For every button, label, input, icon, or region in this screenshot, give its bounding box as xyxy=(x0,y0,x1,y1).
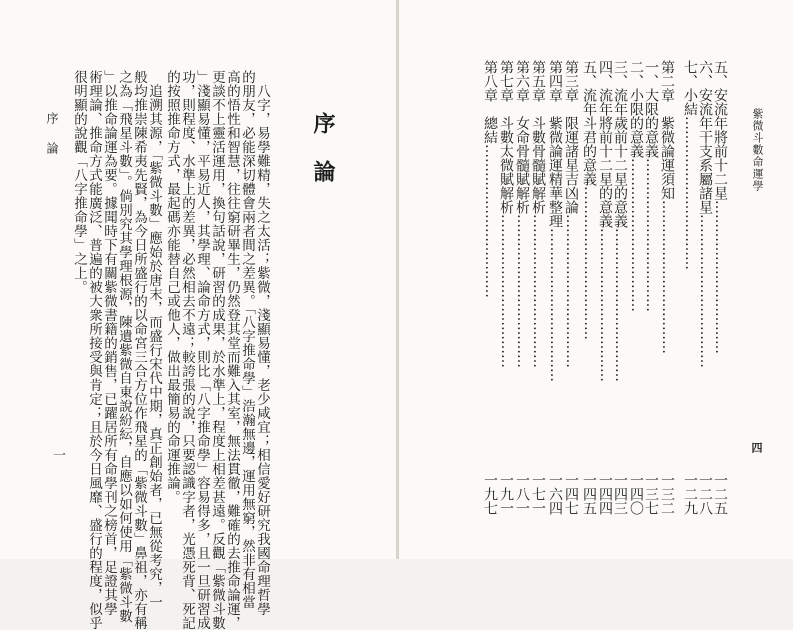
toc-leader-dots: …………………………… xyxy=(514,214,530,368)
toc-entry-title: 六、安流年干支系屬諸星 xyxy=(697,60,713,214)
toc-entry-page: 一四〇 xyxy=(628,473,644,515)
toc-leader-dots: …………………………… xyxy=(581,186,597,340)
toc-entry-page: 一二九 xyxy=(682,473,698,515)
preface-line: 之為「飛星斗數」。倘別究其學理根源，陳遺紫微自東說紛紜，自應以如何使用「紫微斗數 xyxy=(116,70,132,624)
toc-leader-dots: …………………………… xyxy=(482,144,498,298)
toc-entry-page: 一四四 xyxy=(597,473,613,515)
toc-entry-title: 第六章 女命骨髓賦解析 xyxy=(514,60,530,214)
book-gutter xyxy=(396,0,399,559)
toc-entry-title: 第三章 限運諸星吉凶論 xyxy=(563,60,579,214)
toc-leader-dots: …………………………… xyxy=(628,158,644,312)
toc-leader-dots: …………………………… xyxy=(682,116,698,270)
toc-entry-page: 一四三 xyxy=(612,473,628,515)
toc-entry-title: 第五章 斗數骨髓賦解析 xyxy=(530,60,546,214)
toc-entry-page: 一九七 xyxy=(482,473,498,515)
toc-entry xyxy=(514,60,529,515)
toc-leader-dots: …………………………… xyxy=(612,228,628,382)
toc-entry xyxy=(597,60,612,515)
preface-line: 」以推命論運為要。據聞時下有關紫微書籍的銷售，已躍居所有命學刊之榜首，足證其學 xyxy=(101,70,117,616)
toc-entry-title: 二、小限的意義 xyxy=(628,60,644,158)
toc-leader-dots: …………………………… xyxy=(530,214,546,368)
preface-line: 般均推崇陳希夷先賢，為今日所盛行的以命宮三合方位作飛星的「紫微斗數」鼻祖，亦有稱 xyxy=(131,70,147,630)
toc-entry xyxy=(482,60,497,515)
toc-entry xyxy=(643,60,658,515)
toc-entry-title: 五、流年斗君的意義 xyxy=(581,60,597,186)
toc-entry-title: 七、小結 xyxy=(682,60,698,116)
toc-entry xyxy=(581,60,596,515)
left-folio: 序論 xyxy=(45,112,59,172)
preface-line: 更談不上靈活運用，換句話說，研習的成果，於水準上，程度上相差甚遠。反觀「紫微斗數 xyxy=(209,70,225,630)
right-page-number: 四 xyxy=(750,442,763,453)
preface-line: 術理論、推命方式能廣泛、普遍的被大衆所接受與肯定；且於今日風靡、盛行的程度，似乎 xyxy=(86,70,102,630)
toc-entry xyxy=(697,60,712,515)
toc-leader-dots: …………………………… xyxy=(597,228,613,382)
toc-entry xyxy=(530,60,545,515)
toc-entry-title: 第四章 紫微論運精華整理 xyxy=(547,60,563,228)
preface-title: 序論 xyxy=(310,112,336,208)
toc-entry xyxy=(612,60,627,515)
preface-line: 追溯其源，「紫微斗數」應始於唐末，而盛行宋代中期，真正創始者，已無從考究，一 xyxy=(146,84,162,610)
toc-entry-page: 一九一 xyxy=(498,473,514,515)
toc-entry-page: 一二五 xyxy=(712,473,728,515)
toc-entry-title: 四、流年將前十二星的意義 xyxy=(597,60,613,228)
toc-entry xyxy=(712,60,727,515)
toc-entry xyxy=(498,60,513,515)
preface-line: 」淺顯易懂，平易近人，其學理、論命方式，則比「八字推命學」容易得多，且一旦研習成 xyxy=(194,70,210,630)
preface-line: 很明顯的說觀「八字推命學」之上。 xyxy=(71,70,87,294)
toc-entry xyxy=(547,60,562,515)
toc-leader-dots: …………………………… xyxy=(563,214,579,368)
toc-leader-dots: …………………………… xyxy=(498,214,514,368)
toc-entry xyxy=(563,60,578,515)
toc-entry-title: 三、流年歲前十二星的意義 xyxy=(612,60,628,228)
toc-entry-page: 一三二 xyxy=(659,473,675,515)
toc-entry-page: 一四五 xyxy=(581,473,597,515)
preface-line: 高的悟性和智慧，往往窮研畢生，仍然登其堂而難入其室，無法貫徹，難確的去推命論運， xyxy=(224,70,240,630)
preface-line: 的按照推命方式，最起碼亦能替自己或他人，做出最簡易的命運推論。 xyxy=(164,70,180,504)
toc-leader-dots: …………………………… xyxy=(643,158,659,312)
preface-line: 八字，易學難精，失之太活；紫微，淺顯易懂，老少咸宜；相信愛好研究我國命理哲學 xyxy=(254,84,270,616)
left-page-number: 一 xyxy=(50,448,65,461)
toc-entry-title: 第八章 總結 xyxy=(482,60,498,144)
toc-entry-title: 第二章 紫微論運須知 xyxy=(659,60,675,200)
toc-leader-dots: …………………………… xyxy=(547,228,563,382)
toc-entry-page: 一四七 xyxy=(563,473,579,515)
toc-entry-page: 一八一 xyxy=(514,473,530,515)
preface-line: 功，則程度、水準上的差異，必然相去不遠；較誇張的說，只要認識字者，光憑死背、死記 xyxy=(179,70,195,630)
toc-entry-page: 一二八 xyxy=(697,473,713,515)
preface-line: 的朋友，必能深切體會兩者間之差異。「八字推命學」浩瀚無邊，運用無窮，然非有相當 xyxy=(239,70,255,610)
toc-entry-page: 一七一 xyxy=(530,473,546,515)
toc-entry xyxy=(628,60,643,515)
toc-entry xyxy=(659,60,674,515)
toc-entry-title: 五、安流年將前十二星 xyxy=(712,60,728,200)
toc-entry-page: 一六四 xyxy=(547,473,563,515)
toc-leader-dots: …………………………… xyxy=(659,200,675,354)
toc-entry xyxy=(682,60,697,515)
toc-entry-title: 一、大限的意義 xyxy=(643,60,659,158)
toc-entry-title: 第七章 斗數太微賦解析 xyxy=(498,60,514,214)
book-title-header: 紫微斗數命運學 xyxy=(751,108,764,192)
toc-leader-dots: …………………………… xyxy=(712,200,728,354)
toc-entry-page: 一三七 xyxy=(643,473,659,515)
toc-leader-dots: …………………………… xyxy=(697,214,713,368)
